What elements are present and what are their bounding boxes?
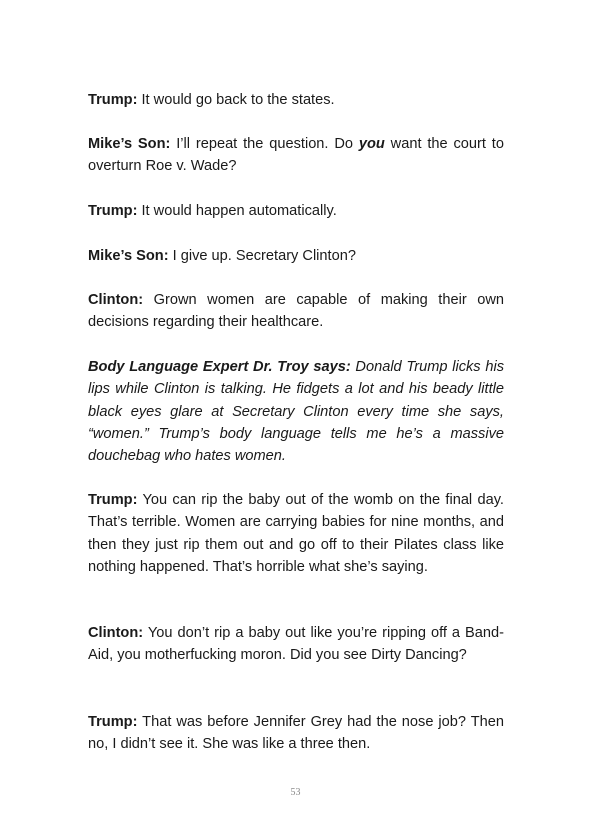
body-language-paragraph (88, 356, 504, 467)
dialogue-text: You don’t rip a baby out like you’re ripping off a Band-Aid, you motherfucking moron. Did you see Dirty Dancing? (88, 625, 504, 664)
dialogue-paragraph (88, 289, 504, 334)
dialogue-text: I give up. Secretary Clinton? (168, 248, 356, 264)
speaker-name: Trump: (88, 92, 138, 108)
dialogue-paragraph (88, 622, 504, 667)
dialogue-text: Donald Trump licks his lips while Clinton is talking. He fidgets a lot and his beady little black eyes glare at Secretary Clinton every time she says, “women.” Trump’s body language tells me he’s a massive douchebag who hates women. (88, 359, 504, 465)
speaker-name: Mike’s Son: (88, 136, 171, 152)
dialogue-paragraph (88, 245, 504, 267)
speaker-name: Mike’s Son: (88, 248, 169, 264)
dialogue-text: I’ll repeat the question. Do (170, 136, 359, 152)
dialogue-paragraph (88, 89, 504, 111)
dialogue-paragraph (88, 711, 504, 756)
speaker-name: Body Language Expert Dr. Troy says: (88, 359, 351, 375)
speaker-name: Clinton: (88, 625, 144, 641)
speaker-name: Clinton: (88, 292, 144, 308)
dialogue-text: It would go back to the states. (137, 92, 335, 108)
emphasized-word: you (358, 136, 385, 152)
dialogue-paragraph (88, 200, 504, 222)
dialogue-text: It would happen automatically. (137, 203, 337, 219)
dialogue-text: Grown women are capable of making their own decisions regarding their healthcare. (88, 292, 504, 331)
page-number: 53 (290, 787, 301, 798)
speaker-name: Trump: (88, 203, 138, 219)
dialogue-paragraph (88, 133, 504, 178)
dialogue-text: You can rip the baby out of the womb on the final day. That’s terrible. Women are carrying babies for nine months, and then they just rip them out and go off to their Pilates class like nothing happened. That’s horrible what she’s saying. (88, 492, 504, 575)
dialogue-text: That was before Jennifer Grey had the nose job? Then no, I didn’t see it. She was like a three then. (88, 714, 504, 753)
dialogue-text: want the court to overturn Roe v. Wade? (88, 136, 504, 175)
speaker-name: Trump: (88, 714, 138, 730)
speaker-name: Trump: (88, 492, 138, 508)
dialogue-paragraph (88, 489, 504, 578)
